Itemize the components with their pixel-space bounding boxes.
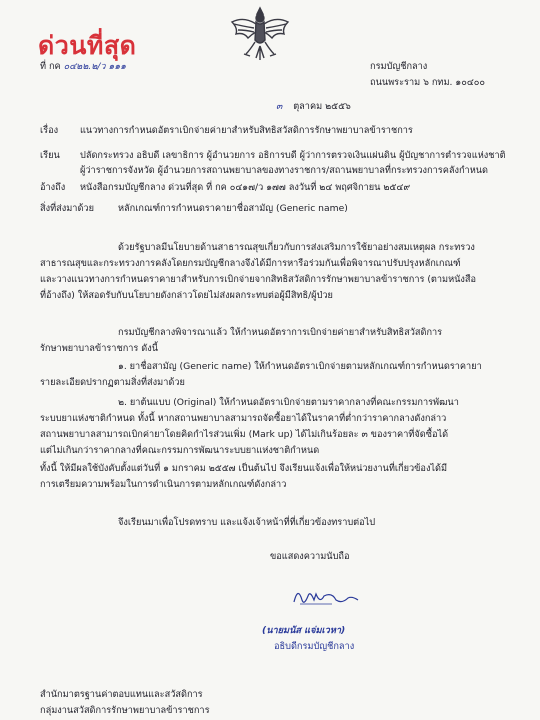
recipient-line-2: ผู้ว่าราชการจังหวัด ผู้อำนวยการสถานพยาบาลของทางราชการ/สถานพยาบาลที่กระทรวงการคลังกำหนด xyxy=(80,165,488,176)
urgent-stamp: ด่วนที่สุด xyxy=(38,31,137,60)
sender-address: ถนนพระราม ๖ กทม. ๑๐๔๐๐ xyxy=(370,77,485,88)
garuda-emblem-icon xyxy=(228,2,292,64)
footer-department: สำนักมาตรฐานค่าตอบแทนและสวัสดิการ xyxy=(40,689,203,700)
closing-line: จึงเรียนมาเพื่อโปรดทราบ และแจ้งเจ้าหน้าที่ที่เกี่ยวข้องทราบต่อไป xyxy=(118,517,376,528)
date-month-year: ตุลาคม ๒๕๕๖ xyxy=(293,101,351,112)
regards-text: ขอแสดงความนับถือ xyxy=(270,551,350,562)
item-1-line: ๑. ยาชื่อสามัญ (Generic name) ให้กำหนดอัตราเบิกจ่ายตามหลักเกณฑ์การกำหนดราคายา xyxy=(118,361,482,372)
enclosure-text: หลักเกณฑ์การกำหนดราคายาชื่อสามัญ (Generic name) xyxy=(118,203,348,214)
reference-number xyxy=(40,60,126,73)
sender-org: กรมบัญชีกลาง xyxy=(370,61,428,72)
subject-label: เรื่อง xyxy=(40,125,59,136)
paragraph-1-line: และวางแนวทางการกำหนดราคายาสำหรับการเบิกจ่ายจากสิทธิสวัสดิการรักษาพยาบาลข้าราชการ (ตามหนังสือ xyxy=(40,274,477,285)
paragraph-1-line: ที่อ้างถึง) ให้สอดรับกับนโยบายดังกล่าวโดยไม่ส่งผลกระทบต่อผู้มีสิทธิ/ผู้ป่วย xyxy=(40,290,333,301)
footer-division: กลุ่มงานสวัสดิการรักษาพยาบาลข้าราชการ xyxy=(40,705,210,716)
item-2-line: ระบบยาแห่งชาติกำหนด ทั้งนี้ หากสถานพยาบาลสามารถจัดซื้อยาได้ในราคาที่ต่ำกว่าราคากลางดังกล่าว xyxy=(40,413,447,424)
signer-name: (นายมนัส แจ่มเวหา) xyxy=(262,625,346,636)
recipient-label: เรียน xyxy=(40,150,60,161)
item-1-line: รายละเอียดปรากฏตามสิ่งที่ส่งมาด้วย xyxy=(40,377,185,388)
paragraph-3-line: ทั้งนี้ ให้มีผลใช้บังคับตั้งแต่วันที่ ๑ มกราคม ๒๕๕๗ เป็นต้นไป จึงเรียนแจ้งเพื่อให้หน่วยงานที่เกี่ยวข้องได้มี xyxy=(40,463,448,474)
handwritten-signature xyxy=(292,582,360,610)
date-day: ๓ xyxy=(276,101,283,112)
subject-text: แนวทางการกำหนดอัตราเบิกจ่ายค่ายาสำหรับสิทธิสวัสดิการรักษาพยาบาลข้าราชการ xyxy=(80,125,413,136)
reference-prefix: ที่ กค xyxy=(40,61,61,72)
item-2-line: แต่ไม่เกินกว่าราคากลางที่คณะกรรมการพัฒนาระบบยาแห่งชาติกำหนด xyxy=(40,445,320,456)
paragraph-1-line: ด้วยรัฐบาลมีนโยบายด้านสาธารณสุขเกี่ยวกับการส่งเสริมการใช้ยาอย่างสมเหตุผล กระทรวง xyxy=(118,242,475,253)
recipient-line-1: ปลัดกระทรวง อธิบดี เลขาธิการ ผู้อำนวยการ อธิการบดี ผู้ว่าการตรวจเงินแผ่นดิน ผู้บัญชาการตำรวจแห่งชาติ xyxy=(80,150,506,161)
paragraph-3-line: การเตรียมความพร้อมในการดำเนินการตามหลักเกณฑ์ดังกล่าว xyxy=(40,479,287,490)
letter-date xyxy=(276,100,351,113)
item-2-line: สถานพยาบาลสามารถเบิกค่ายาโดยคิดกำไรส่วนเพิ่ม (Mark up) ได้ไม่เกินร้อยละ ๓ ของราคาที่จัดซื้อได้ xyxy=(40,429,449,440)
reference-label: อ้างถึง xyxy=(40,182,66,193)
paragraph-2-line: รักษาพยาบาลข้าราชการ ดังนี้ xyxy=(40,343,159,354)
enclosure-label: สิ่งที่ส่งมาด้วย xyxy=(40,203,94,214)
signer-title: อธิบดีกรมบัญชีกลาง xyxy=(274,641,355,652)
reference-number-value: ๐๔๒๒.๒/ว ๑๑๑ xyxy=(63,61,126,72)
reference-text: หนังสือกรมบัญชีกลาง ด่วนที่สุด ที่ กค ๐๔๑๗/ว ๑๗๗ ลงวันที่ ๒๔ พฤศจิกายน ๒๕๔๙ xyxy=(80,182,411,193)
paragraph-1-line: สาธารณสุขและกระทรวงการคลังโดยกรมบัญชีกลางจึงได้มีการหารือร่วมกันเพื่อพิจารณาปรับปรุงหลักเกณฑ์ xyxy=(40,258,461,269)
item-2-line: ๒. ยาต้นแบบ (Original) ให้กำหนดอัตราเบิกจ่ายตามราคากลางที่คณะกรรมการพัฒนา xyxy=(118,397,459,408)
paragraph-2-line: กรมบัญชีกลางพิจารณาแล้ว ให้กำหนดอัตราการเบิกจ่ายค่ายาสำหรับสิทธิสวัสดิการ xyxy=(118,327,443,338)
